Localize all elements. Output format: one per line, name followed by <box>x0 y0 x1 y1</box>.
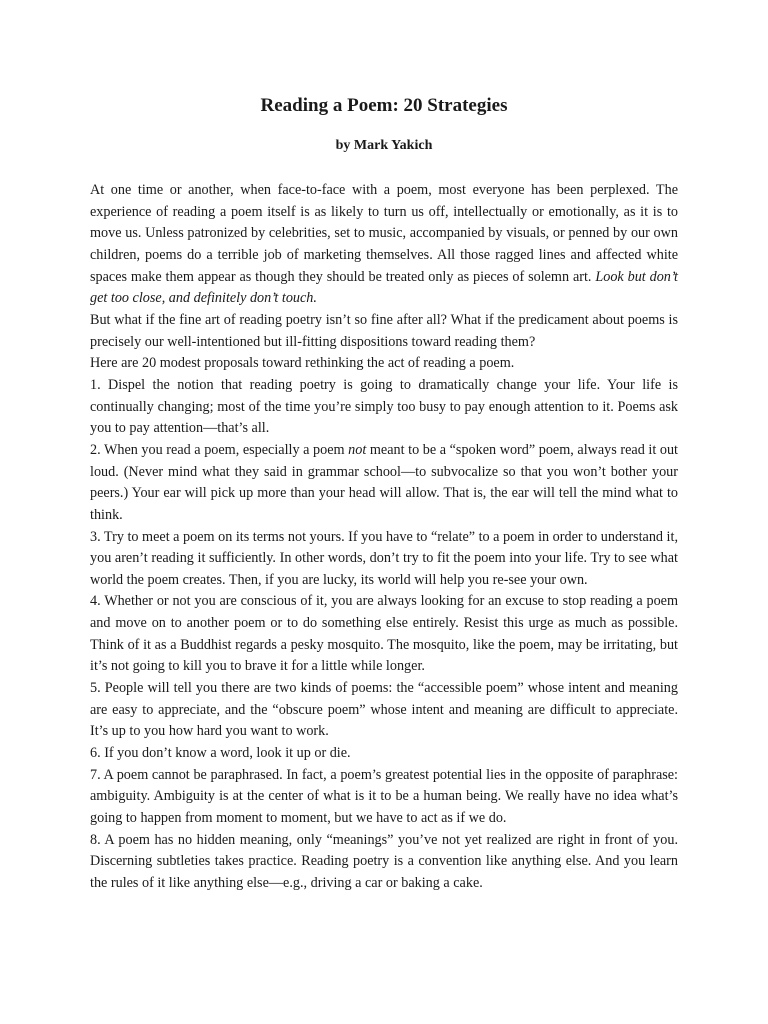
strategy-3: 3. Try to meet a poem on its terms not yours. If you have to “relate” to a poem in order to understand it, you aren’t reading it sufficiently. In other words, don’t try to fit the poem into your life. Try to see what world the poem creates. Then, if you are lucky, its world will help you re-see your own. <box>90 528 678 588</box>
strategy-2-italic: not <box>348 441 367 458</box>
document-title: Reading a Poem: 20 Strategies <box>260 95 508 116</box>
strategy-8: 8. A poem has no hidden meaning, only “meanings” you’ve not yet realized are right in front of you. Discerning subtleties takes practice. Reading poetry is a convention like anything else. And you learn the rules of it like anything else—e.g., driving a car or baking a cake. <box>90 831 678 891</box>
intro-question-paragraph: But what if the fine art of reading poetry isn’t so fine after all? What if the predicament about poems is precisely our well-intentioned but ill-fitting dispositions toward reading them? <box>90 311 678 350</box>
author-byline: by Mark Yakich <box>335 138 433 153</box>
intro-paragraph-text: At one time or another, when face-to-face with a poem, most everyone has been perplexed. The experience of reading a poem itself is as likely to turn us off, intellectually or emotionally, as it is to move us. Unless patronized by celebrities, set to music, accompanied by visuals, or penned by our own children, poems do a terrible job of marketing themselves. All those ragged lines and affected white spaces make them appear as though they should be treated only as pieces of solemn art. <box>90 182 678 285</box>
intro-paragraph <box>90 180 678 310</box>
document-body <box>90 180 678 895</box>
strategy-5: 5. People will tell you there are two kinds of poems: the “accessible poem” whose intent and meaning are easy to appreciate, and the “obscure poem” whose intent and meaning are difficult to appreciate. It’s up to you how hard you want to work. <box>90 680 678 740</box>
strategy-1: 1. Dispel the notion that reading poetry is going to dramatically change your life. Your life is continually changing; most of the time you’re simply too busy to pay enough attention to it. Poems ask you to pay attention—that’s all. <box>90 376 678 437</box>
strategy-2-text-before: 2. When you read a poem, especially a poem <box>90 441 349 458</box>
strategy-2 <box>90 440 678 527</box>
strategy-2-text-after: meant to be a “spoken word” poem, always read it out loud. (Never mind what they said in grammar school—to subvocalize so that you won’t bother your peers.) Your ear will pick up more than your head will allow. That is, the ear will tell the mind what to think. <box>90 441 678 523</box>
strategy-6: 6. If you don’t know a word, look it up or die. <box>90 745 351 762</box>
strategy-7: 7. A poem cannot be paraphrased. In fact, a poem’s greatest potential lies in the opposite of paraphrase: ambiguity. Ambiguity is at the center of what is it to be a human being. We really have no idea what’s going to happen from moment to moment, but we have to act as if we do. <box>90 766 678 827</box>
intro-proposal-paragraph: Here are 20 modest proposals toward rethinking the act of reading a poem. <box>90 355 515 372</box>
intro-paragraph-italic: Look but don’t get too close, and definitely don’t touch. <box>90 268 678 307</box>
strategy-4: 4. Whether or not you are conscious of it, you are always looking for an excuse to stop reading a poem and move on to another poem or to do something else entirely. Resist this urge as much as possible. Think of it as a Buddhist regards a pesky mosquito. The mosquito, like the poem, may be irritating, but it’s not going to kill you to brave it for a little while longer. <box>90 593 678 675</box>
